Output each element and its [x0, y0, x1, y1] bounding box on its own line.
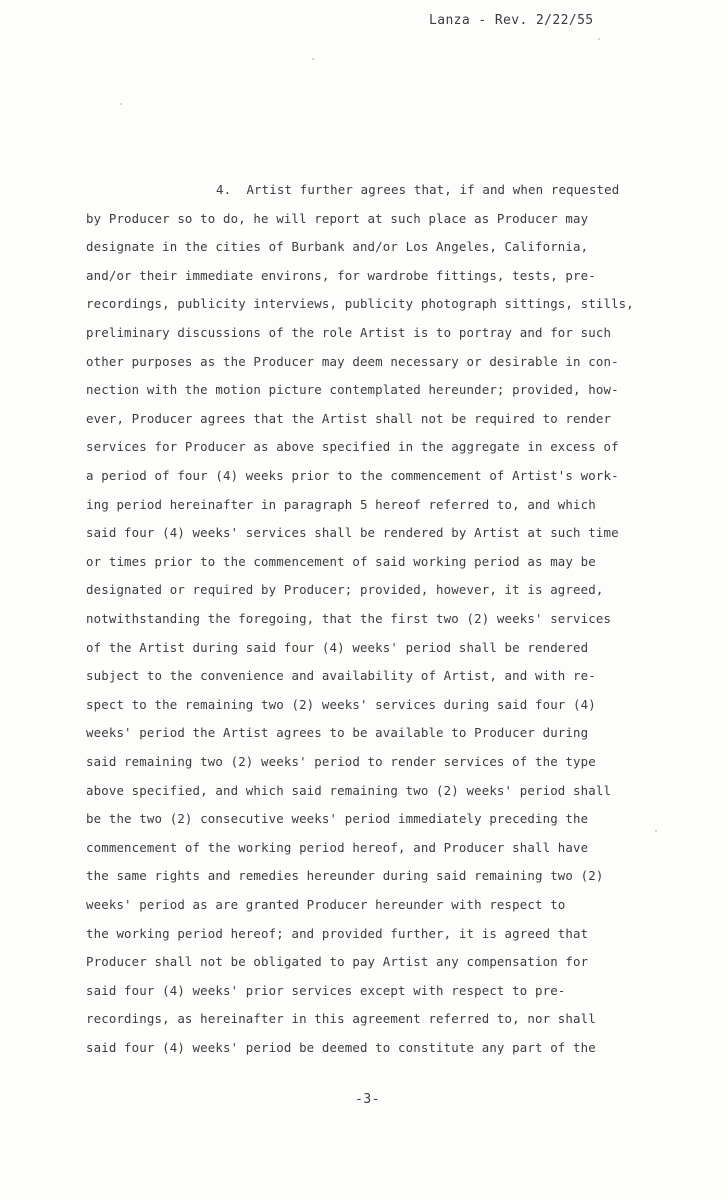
text-line-10: services for Producer as above specified in the aggregate in excess of — [86, 439, 619, 455]
text-line-29: said four (4) weeks' prior services except with respect to pre- — [86, 982, 566, 998]
text-line-20: weeks' period the Artist agrees to be available to Producer during — [86, 725, 589, 741]
text-line-4: and/or their immediate environs, for wardrobe fittings, tests, pre- — [86, 267, 596, 283]
text-line-22: above specified, and which said remaining two (2) weeks' period shall — [86, 782, 612, 798]
text-line-26: weeks' period as are granted Producer hereunder with respect to — [86, 897, 566, 912]
text-line-21: said remaining two (2) weeks' period to render services of the type — [86, 754, 596, 769]
text-line-9: ever, Producer agrees that the Artist shall not be required to render — [86, 410, 612, 426]
text-line-8: nection with the motion picture contemplated hereunder; provided, how- — [86, 382, 619, 398]
text-line-27: the working period hereof; and provided further, it is agreed that — [86, 925, 589, 941]
text-line-31: said four (4) weeks' period be deemed to constitute any part of the — [86, 1040, 596, 1055]
text-line-1: 4. Artist further agrees that, if and when requested — [216, 182, 620, 197]
text-line-13: said four (4) weeks' services shall be rendered by Artist at such time — [86, 525, 619, 541]
text-line-6: preliminary discussions of the role Artist is to portray and for such — [86, 325, 612, 340]
text-line-11: a period of four (4) weeks prior to the commencement of Artist's work- — [86, 468, 619, 483]
revision-header: Lanza - Rev. 2/22/55 — [429, 13, 594, 28]
text-line-15: designated or required by Producer; provided, however, it is agreed, — [86, 582, 604, 598]
text-line-2: by Producer so to do, he will report at such place as Producer may — [86, 210, 589, 226]
scan-speck — [598, 38, 600, 40]
scan-speck — [120, 103, 122, 105]
text-line-30: recordings, as hereinafter in this agreement referred to, nor shall — [86, 1011, 596, 1027]
text-line-24: commencement of the working period hereof, and Producer shall have — [86, 839, 589, 855]
page-number: -3- — [355, 1092, 380, 1107]
text-line-14: or times prior to the commencement of said working period as may be — [86, 553, 596, 569]
text-line-23: be the two (2) consecutive weeks' period immediately preceding the — [86, 811, 589, 827]
scan-speck — [312, 58, 314, 60]
text-line-7: other purposes as the Producer may deem necessary or desirable in con- — [86, 353, 619, 369]
text-line-18: subject to the convenience and availability of Artist, and with re- — [86, 668, 596, 684]
text-line-17: of the Artist during said four (4) weeks' period shall be rendered — [86, 639, 589, 655]
text-line-5: recordings, publicity interviews, publicity photograph sittings, stills, — [86, 296, 634, 312]
text-line-19: spect to the remaining two (2) weeks' services during said four (4) — [86, 696, 596, 712]
text-line-25: the same rights and remedies hereunder during said remaining two (2) — [86, 868, 604, 884]
text-line-12: ing period hereinafter in paragraph 5 hereof referred to, and which — [86, 496, 596, 512]
scan-speck — [655, 830, 657, 832]
text-line-28: Producer shall not be obligated to pay Artist any compensation for — [86, 954, 589, 970]
text-line-3: designate in the cities of Burbank and/or Los Angeles, California, — [86, 239, 589, 255]
text-line-16: notwithstanding the foregoing, that the first two (2) weeks' services — [86, 611, 612, 626]
